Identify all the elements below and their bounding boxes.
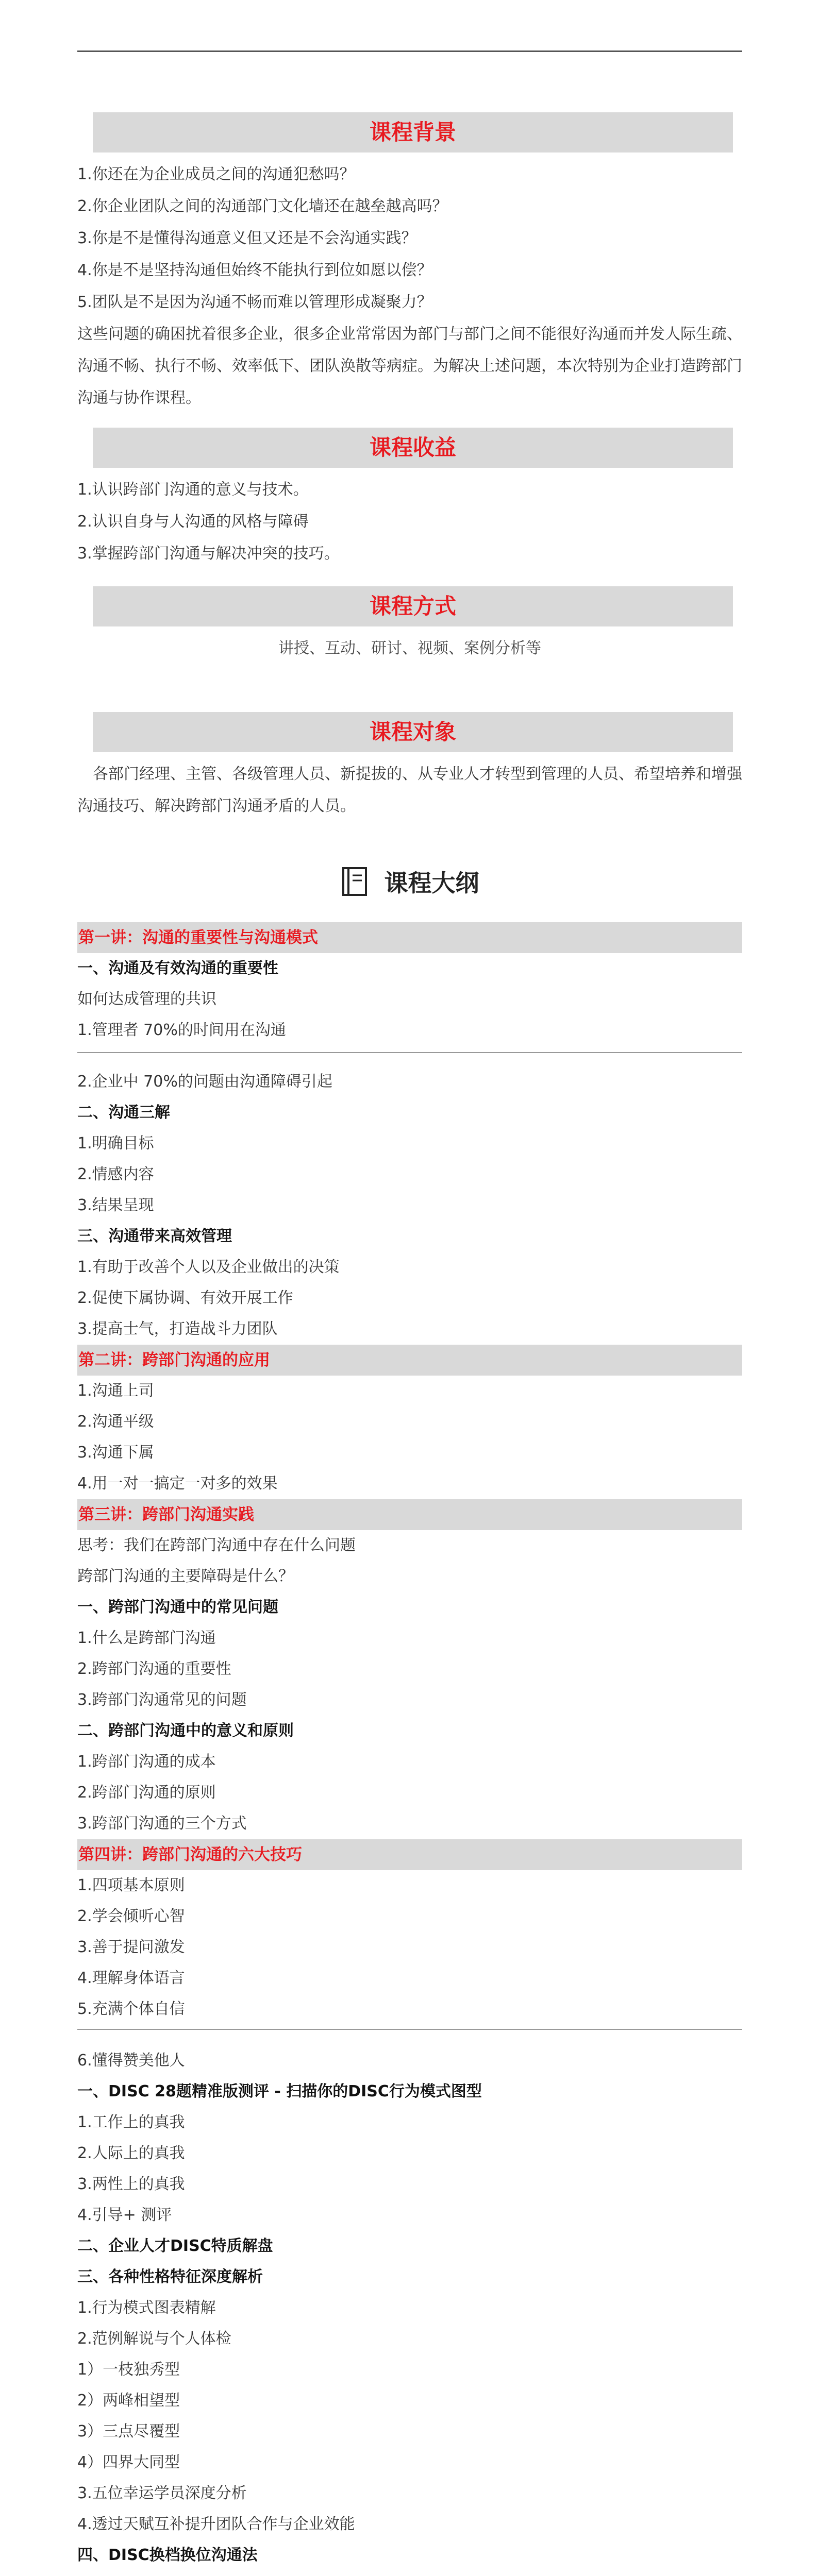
- outline-subheading: 二、沟通三解: [77, 1104, 170, 1122]
- lecture-heading: 第三讲：跨部门沟通实践: [77, 1499, 742, 1530]
- outline-item: 1.什么是跨部门沟通: [77, 1629, 216, 1647]
- outline-item: 4）四界大同型: [77, 2453, 180, 2471]
- outline-item: 3.跨部门沟通常见的问题: [77, 1691, 247, 1709]
- outline-title: [0, 865, 818, 899]
- benefits-content: [77, 474, 742, 570]
- outline-subheading: 二、跨部门沟通中的意义和原则: [77, 1722, 294, 1740]
- book-icon: [339, 865, 372, 898]
- outline-subheading: 二、企业人才DISC特质解盘: [77, 2237, 273, 2255]
- outline-item: 3）三点尽覆型: [77, 2422, 180, 2441]
- outline-item: 2.促使下属协调、有效开展工作: [77, 1289, 293, 1307]
- background-line: 3.你是不是懂得沟通意义但又还是不会沟通实践？: [77, 229, 417, 247]
- outline-item: 4.用一对一搞定一对多的效果: [77, 1475, 278, 1493]
- outline-item: 4.透过天赋互补提升团队合作与企业效能: [77, 2515, 355, 2533]
- outline-item: 6.懂得赞美他人: [77, 2052, 185, 2070]
- lecture-heading: 第一讲：沟通的重要性与沟通模式: [77, 922, 742, 953]
- outline-item: 3.结果呈现: [77, 1196, 154, 1214]
- outline-item: 2.企业中 70%的问题由沟通障碍引起: [77, 1073, 332, 1091]
- outline-subheading: 三、沟通带来高效管理: [77, 1227, 232, 1245]
- outline-subheading: 三、各种性格特征深度解析: [77, 2268, 263, 2286]
- outline-item: 3.沟通下属: [77, 1444, 154, 1462]
- background-line: 4.你是不是坚持沟通但始终不能执行到位如愿以偿？: [77, 261, 432, 279]
- outline-item: 3.两性上的真我: [77, 2175, 185, 2193]
- method-text: 讲授、互动、研讨、视频、案例分析等: [278, 639, 541, 657]
- outline-item: 3.跨部门沟通的三个方式: [77, 1815, 247, 1833]
- background-paragraph: 这些问题的确困扰着很多企业，很多企业常常因为部门与部门之间不能很好沟通而并发人际生疏、沟通不畅、执行不畅、效率低下、团队涣散等病症。为解决上述问题，本次特别为企业打造跨部门沟通与协作课程。: [77, 325, 742, 407]
- outline-title-text: 课程大纲: [384, 869, 479, 897]
- background-line: 5.团队是不是因为沟通不畅而难以管理形成凝聚力？: [77, 293, 432, 311]
- section-header-benefits: 课程收益: [93, 428, 733, 468]
- outline-subheading: 一、DISC 28题精准版测评 - 扫描你的DISC行为模式图型: [77, 2082, 482, 2100]
- course-outline: [77, 922, 742, 2576]
- outline-subheading: 四、DISC换档换位沟通法: [77, 2546, 258, 2564]
- benefit-line: 2.认识自身与人沟通的风格与障碍: [77, 513, 309, 531]
- outline-item: 1.管理者 70%的时间用在沟通: [77, 1021, 286, 1039]
- outline-item: 思考：我们在跨部门沟通中存在什么问题: [77, 1536, 356, 1554]
- outline-item: 5.充满个体自信: [77, 2000, 185, 2018]
- outline-item: 2.跨部门沟通的重要性: [77, 1660, 231, 1678]
- outline-item: 4.理解身体语言: [77, 1969, 185, 1987]
- outline-item: 2.人际上的真我: [77, 2144, 185, 2162]
- outline-item: 2.范例解说与个人体检: [77, 2330, 231, 2348]
- outline-item: 2.跨部门沟通的原则: [77, 1784, 216, 1802]
- outline-item: 2.沟通平级: [77, 1413, 154, 1431]
- divider: [77, 2029, 742, 2045]
- benefit-line: 3.掌握跨部门沟通与解决冲突的技巧。: [77, 545, 340, 563]
- outline-item: 3.善于提问激发: [77, 1938, 185, 1956]
- outline-item: 3.五位幸运学员深度分析: [77, 2484, 247, 2502]
- outline-subheading: 一、跨部门沟通中的常见问题: [77, 1598, 278, 1616]
- top-divider: [77, 50, 742, 52]
- outline-item: [77, 2571, 742, 2576]
- section-header-background: 课程背景: [93, 112, 733, 152]
- outline-subheading: 一、沟通及有效沟通的重要性: [77, 959, 278, 977]
- outline-item: 1.沟通上司: [77, 1382, 154, 1400]
- outline-item: 2.情感内容: [77, 1165, 154, 1183]
- outline-item: 3.提高士气，打造战斗力团队: [77, 1320, 278, 1338]
- outline-item: 跨部门沟通的主要障碍是什么？: [77, 1567, 294, 1585]
- outline-item: 1）一枝独秀型: [77, 2361, 180, 2379]
- outline-item: 1.有助于改善个人以及企业做出的决策: [77, 1258, 340, 1276]
- benefit-line: 1.认识跨部门沟通的意义与技术。: [77, 481, 309, 499]
- audience-text: 各部门经理、主管、各级管理人员、新提拔的、从专业人才转型到管理的人员、希望培养和增强沟通技巧、解决跨部门沟通矛盾的人员。: [77, 765, 742, 815]
- outline-item: 4.引导+ 测评: [77, 2206, 172, 2224]
- background-line: 2.你企业团队之间的沟通部门文化墙还在越垒越高吗？: [77, 197, 448, 215]
- section-header-audience: 课程对象: [93, 712, 733, 752]
- section-header-method: 课程方式: [93, 586, 733, 626]
- lecture-heading: 第二讲：跨部门沟通的应用: [77, 1345, 742, 1376]
- background-content: [77, 159, 742, 414]
- outline-item: 1.明确目标: [77, 1134, 154, 1153]
- outline-item: 1.行为模式图表精解: [77, 2299, 216, 2317]
- background-line: 1.你还在为企业成员之间的沟通犯愁吗？: [77, 165, 355, 183]
- outline-item: 2.学会倾听心智: [77, 1907, 185, 1925]
- divider: [77, 1052, 742, 1066]
- outline-item: 1.四项基本原则: [77, 1876, 185, 1894]
- outline-item: 1.跨部门沟通的成本: [77, 1753, 216, 1771]
- outline-item: 如何达成管理的共识: [77, 990, 216, 1008]
- lecture-heading: 第四讲：跨部门沟通的六大技巧: [77, 1839, 742, 1870]
- outline-item: 2）两峰相望型: [77, 2392, 180, 2410]
- outline-item: 1.工作上的真我: [77, 2113, 185, 2131]
